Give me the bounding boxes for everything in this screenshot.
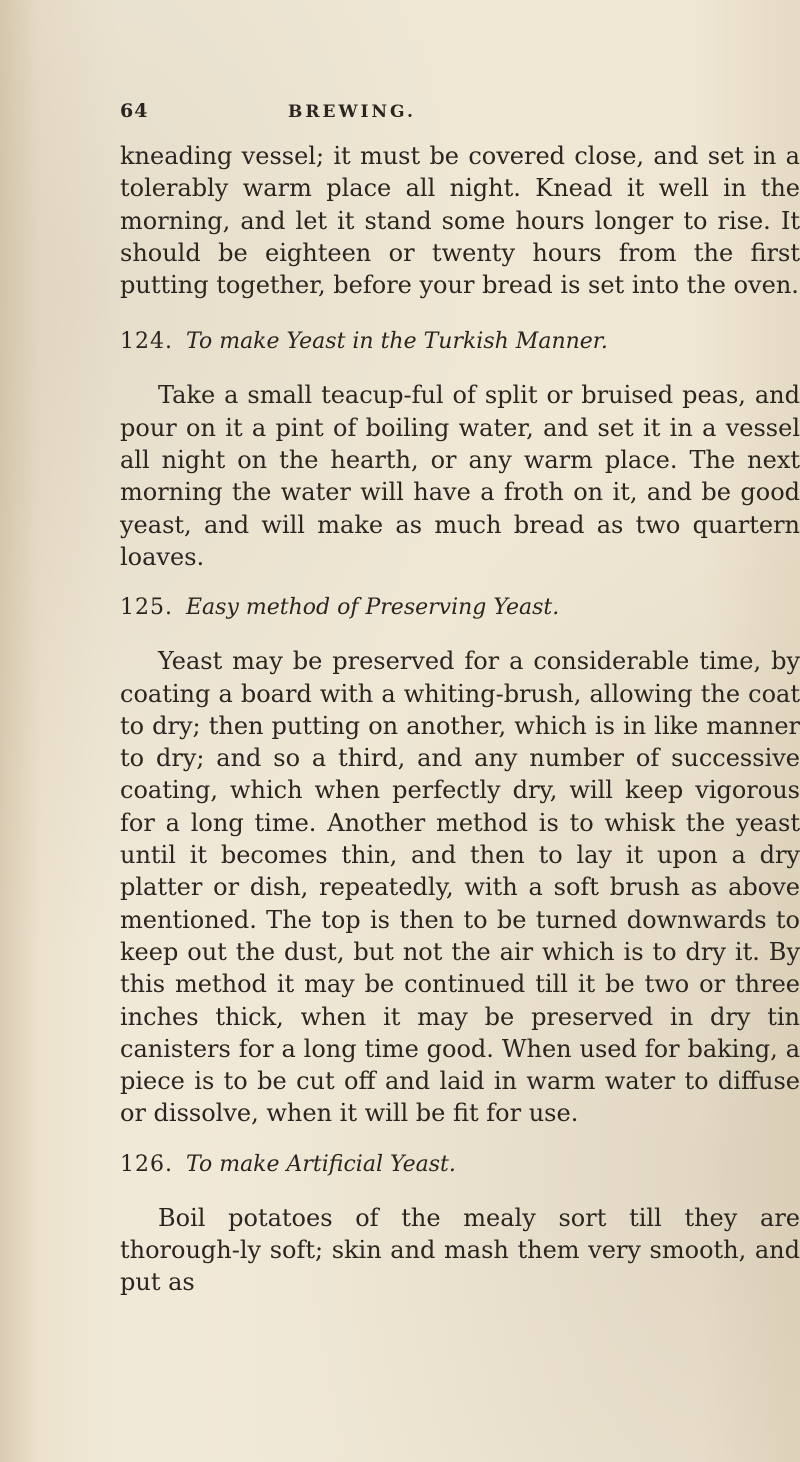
section-number: 125. bbox=[120, 595, 173, 621]
section-124 bbox=[120, 327, 800, 573]
section-body: Boil potatoes of the mealy sort till they are thorough-ly soft; skin and mash them very smooth, and put as bbox=[120, 1203, 800, 1297]
section-125 bbox=[120, 593, 800, 1129]
intro-paragraph: kneading vessel; it must be covered close, and set in a tolerably warm place all night. Knead it well in the morning, and let it stand some hours longer to rise. It should be eighteen or twenty hours from the first putting together, before your bread is set into the oven. bbox=[120, 142, 800, 300]
section-title: To make Artificial Yeast. bbox=[186, 1151, 456, 1177]
section-title: To make Yeast in the Turkish Manner. bbox=[186, 329, 608, 355]
section-number: 126. bbox=[120, 1151, 173, 1177]
running-head bbox=[120, 100, 800, 140]
section-heading bbox=[120, 593, 800, 623]
section-heading bbox=[120, 327, 800, 357]
book-page bbox=[120, 100, 800, 1299]
section-body: Take a small teacup-ful of split or bruised peas, and pour on it a pint of boiling water, and set it in a vessel all night on the hearth, or any warm place. The next morning the water will have a froth on it, and be good yeast, and will make as much bread as two quartern loaves. bbox=[120, 381, 800, 571]
section-body: Yeast may be preserved for a considerable time, by coating a board with a whiting-brush, allowing the coat to dry; then putting on another, which is in like manner to dry; and so a third, and any number of successive coating, which when perfectly dry, will keep vigorous for a long time. Another method is to whisk the yeast until it becomes thin, and then to lay it upon a dry platter or dish, repeatedly, with a soft brush as above mentioned. The top is then to be turned downwards to keep out the dust, but not the air which is to dry it. By this method it may be continued till it be two or three inches thick, when it may be preserved in dry tin canisters for a long time good. When used for baking, a piece is to be cut off and laid in warm water to diffuse or dissolve, when it will be fit for use. bbox=[120, 647, 800, 1128]
page-header: BREWING. bbox=[288, 102, 416, 122]
section-number: 124. bbox=[120, 329, 173, 355]
page-number: 64 bbox=[120, 100, 149, 122]
section-title: Easy method of Preserving Yeast. bbox=[186, 595, 560, 621]
section-heading bbox=[120, 1150, 800, 1180]
section-126 bbox=[120, 1150, 800, 1299]
